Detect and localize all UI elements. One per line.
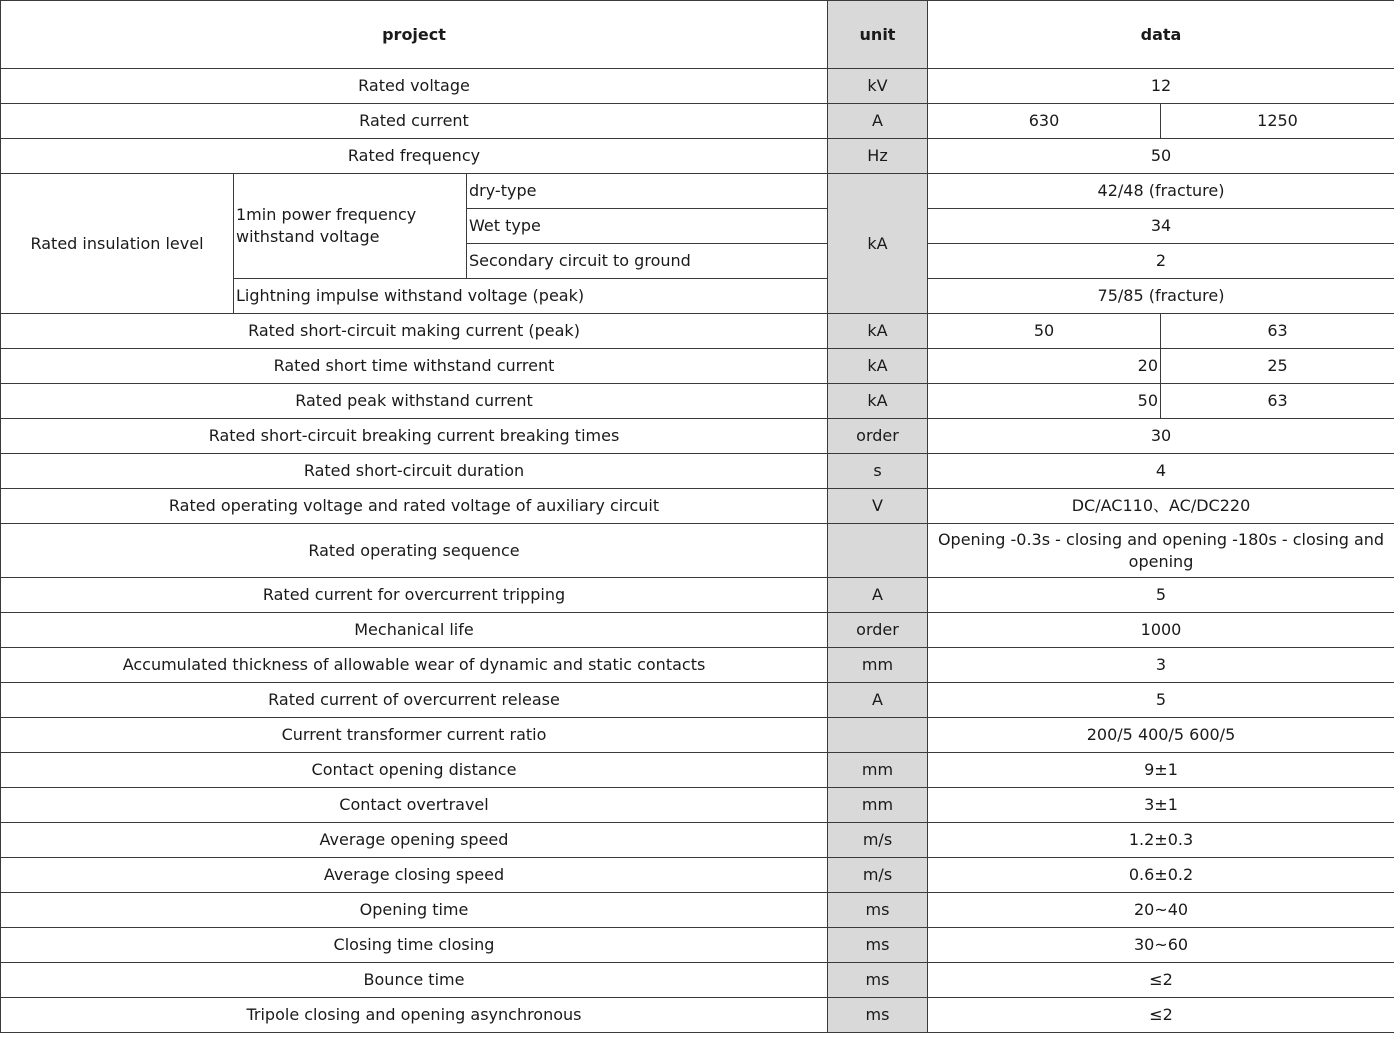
row-value: 20~40 <box>928 893 1394 928</box>
table-row <box>1 104 1394 139</box>
row-unit: m/s <box>828 823 928 858</box>
row-label: Rated frequency <box>1 139 828 174</box>
row-label: Closing time closing <box>1 928 828 963</box>
table-row <box>1 928 1394 963</box>
row-value-b: 25 <box>1161 349 1394 384</box>
row-value: 5 <box>928 683 1394 718</box>
table-row <box>1 893 1394 928</box>
row-value: 1.2±0.3 <box>928 823 1394 858</box>
table-row <box>1 174 1394 209</box>
row-label: Rated current of overcurrent release <box>1 683 828 718</box>
lightning-value: 75/85 (fracture) <box>928 279 1394 314</box>
row-value: DC/AC110、AC/DC220 <box>928 489 1394 524</box>
secondary-circuit-label: Secondary circuit to ground <box>467 244 828 279</box>
table-row <box>1 578 1394 613</box>
row-value: 30~60 <box>928 928 1394 963</box>
header-data: data <box>928 1 1394 69</box>
row-unit: ms <box>828 963 928 998</box>
header-row <box>1 1 1394 69</box>
row-label: Current transformer current ratio <box>1 718 828 753</box>
table-row <box>1 823 1394 858</box>
row-label: Rated voltage <box>1 69 828 104</box>
row-unit: order <box>828 613 928 648</box>
row-value: ≤2 <box>928 998 1394 1033</box>
row-label: Tripole closing and opening asynchronous <box>1 998 828 1033</box>
dry-type-label: dry-type <box>467 174 828 209</box>
row-label: Contact overtravel <box>1 788 828 823</box>
row-unit: order <box>828 419 928 454</box>
row-label: Rated operating sequence <box>1 524 828 578</box>
row-value-a: 630 <box>928 104 1161 139</box>
row-unit: ms <box>828 928 928 963</box>
wet-type-value: 34 <box>928 209 1394 244</box>
row-label: Mechanical life <box>1 613 828 648</box>
table-row <box>1 858 1394 893</box>
row-value: 0.6±0.2 <box>928 858 1394 893</box>
row-label: Rated current <box>1 104 828 139</box>
table-row <box>1 613 1394 648</box>
insulation-label: Rated insulation level <box>1 174 234 314</box>
row-label: Rated short-circuit duration <box>1 454 828 489</box>
row-value: 12 <box>928 69 1394 104</box>
row-value: 30 <box>928 419 1394 454</box>
row-value: ≤2 <box>928 963 1394 998</box>
row-label: Rated short-circuit breaking current breaking times <box>1 419 828 454</box>
row-unit: kA <box>828 314 928 349</box>
header-project: project <box>1 1 828 69</box>
lightning-label: Lightning impulse withstand voltage (peak) <box>234 279 828 314</box>
row-unit: V <box>828 489 928 524</box>
row-value: 9±1 <box>928 753 1394 788</box>
row-label: Rated peak withstand current <box>1 384 828 419</box>
table-row <box>1 139 1394 174</box>
row-unit: A <box>828 683 928 718</box>
row-value-b: 63 <box>1161 384 1394 419</box>
row-label: Rated current for overcurrent tripping <box>1 578 828 613</box>
row-unit: ms <box>828 998 928 1033</box>
wet-type-label: Wet type <box>467 209 828 244</box>
row-unit: mm <box>828 648 928 683</box>
row-label: Rated short-circuit making current (peak) <box>1 314 828 349</box>
row-value: 3 <box>928 648 1394 683</box>
row-unit: A <box>828 104 928 139</box>
row-label: Rated short time withstand current <box>1 349 828 384</box>
row-label: Opening time <box>1 893 828 928</box>
row-label: Contact opening distance <box>1 753 828 788</box>
row-value: 4 <box>928 454 1394 489</box>
table-row <box>1 349 1394 384</box>
row-value: 50 <box>928 139 1394 174</box>
row-unit: A <box>828 578 928 613</box>
row-value-a: 50 <box>928 384 1161 419</box>
table-row <box>1 454 1394 489</box>
secondary-circuit-value: 2 <box>928 244 1394 279</box>
dry-type-value: 42/48 (fracture) <box>928 174 1394 209</box>
row-unit: kA <box>828 349 928 384</box>
header-unit: unit <box>828 1 928 69</box>
row-unit <box>828 524 928 578</box>
row-label: Average opening speed <box>1 823 828 858</box>
table-row <box>1 718 1394 753</box>
row-unit: mm <box>828 753 928 788</box>
row-value: 200/5 400/5 600/5 <box>928 718 1394 753</box>
row-unit <box>828 718 928 753</box>
row-value: 1000 <box>928 613 1394 648</box>
table-row <box>1 314 1394 349</box>
row-label: Rated operating voltage and rated voltage of auxiliary circuit <box>1 489 828 524</box>
table-row <box>1 963 1394 998</box>
row-label: Average closing speed <box>1 858 828 893</box>
row-value-a: 50 <box>928 314 1161 349</box>
row-unit: Hz <box>828 139 928 174</box>
row-value-a: 20 <box>928 349 1161 384</box>
row-value: 5 <box>928 578 1394 613</box>
table-row <box>1 419 1394 454</box>
table-row <box>1 998 1394 1033</box>
table-row <box>1 524 1394 578</box>
row-value: Opening -0.3s - closing and opening -180s - closing and opening <box>928 524 1394 578</box>
power-frequency-label: 1min power frequency withstand voltage <box>234 174 467 279</box>
table-row <box>1 753 1394 788</box>
row-value-b: 1250 <box>1161 104 1394 139</box>
table-row <box>1 683 1394 718</box>
row-label: Accumulated thickness of allowable wear of dynamic and static contacts <box>1 648 828 683</box>
table-row <box>1 489 1394 524</box>
table-row <box>1 69 1394 104</box>
table-row <box>1 384 1394 419</box>
row-unit: mm <box>828 788 928 823</box>
insulation-unit: kA <box>828 174 928 314</box>
row-unit: kV <box>828 69 928 104</box>
row-unit: s <box>828 454 928 489</box>
table-row <box>1 788 1394 823</box>
table-row <box>1 648 1394 683</box>
row-unit: kA <box>828 384 928 419</box>
row-unit: ms <box>828 893 928 928</box>
row-unit: m/s <box>828 858 928 893</box>
row-value: 3±1 <box>928 788 1394 823</box>
row-value-b: 63 <box>1161 314 1394 349</box>
row-label: Bounce time <box>1 963 828 998</box>
